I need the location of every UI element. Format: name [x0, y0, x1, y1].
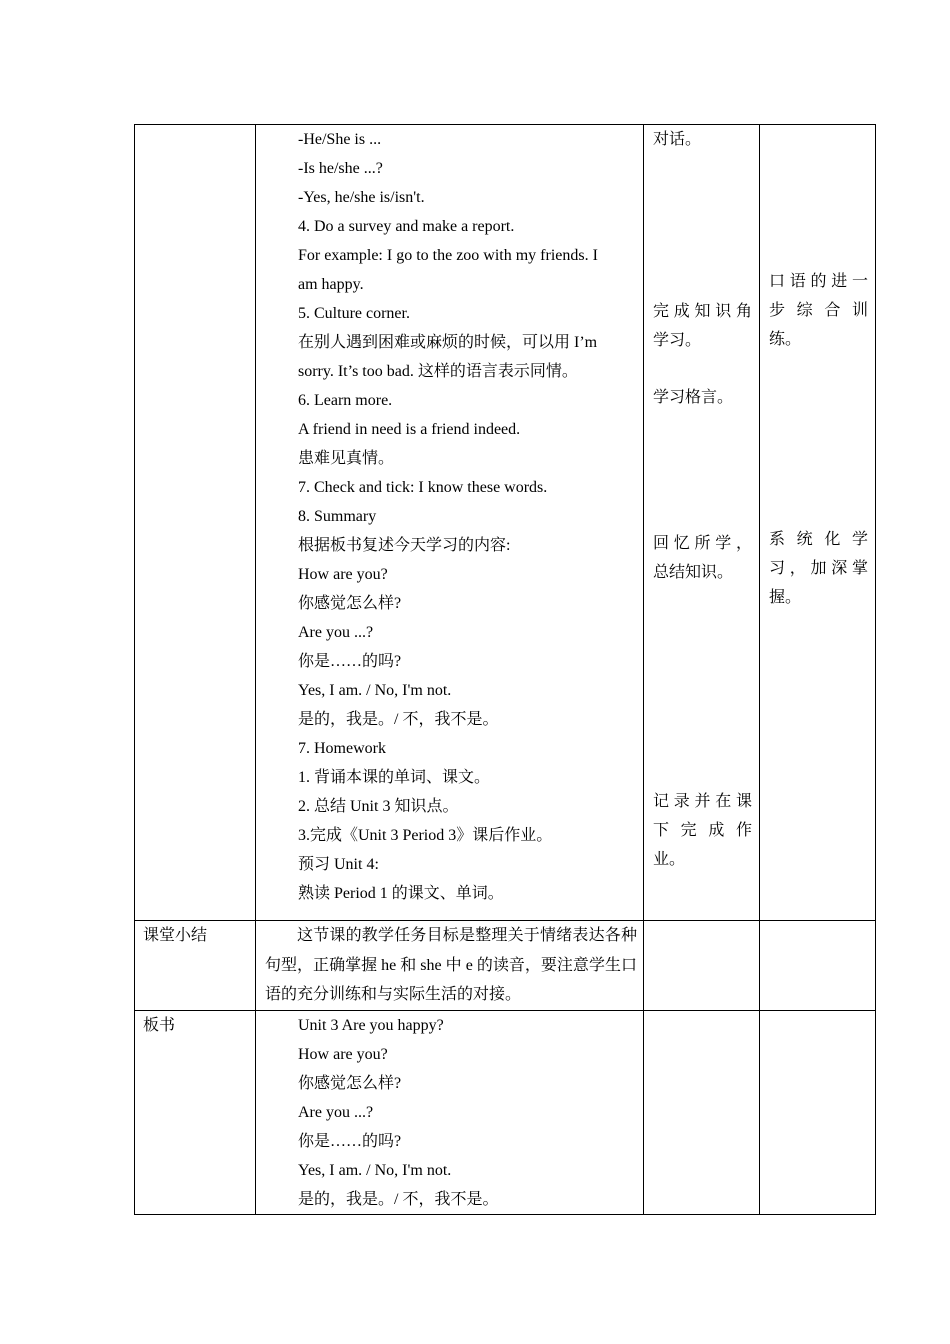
summary-text: 这节课的教学任务目标是整理关于情绪表达各种句型，正确掌握 he 和 she 中 e 的读音，要注意学生口语的充分训练和与实际生活的对接。: [265, 927, 637, 1003]
content-line: 8. Summary: [298, 508, 377, 525]
board-content-cell: [256, 1010, 644, 1214]
board-line: How are you?: [298, 1045, 388, 1063]
board-line: 你是……的吗?: [298, 1132, 402, 1150]
content-line: am happy.: [298, 276, 364, 293]
table-row-board: [135, 1010, 876, 1214]
content-line: 7. Homework: [298, 740, 386, 757]
content-line: 在别人遇到困难或麻烦的时候，可以用 I’m: [298, 334, 598, 351]
content-line: 预习 Unit 4:: [298, 856, 379, 873]
content-line: -He/She is ...: [298, 131, 382, 148]
content-line: 根据板书复述今天学习的内容:: [298, 537, 511, 554]
summary-label: 课堂小结: [143, 927, 208, 944]
content-line: 5. Culture corner.: [298, 305, 410, 322]
note-motto: 学习格言。: [653, 389, 734, 406]
board-line: Yes, I am. / No, I'm not.: [298, 1161, 452, 1179]
note-culture: 完成知识角 学习。: [653, 303, 752, 349]
content-line: 你是……的吗?: [298, 653, 402, 670]
content-line: Are you ...?: [298, 624, 374, 641]
board-line: Are you ...?: [298, 1103, 374, 1121]
board-label-cell: [135, 1010, 256, 1214]
summary-empty-cell-3: [644, 921, 760, 1011]
content-line: -Is he/she ...?: [298, 160, 383, 177]
content-line: Yes, I am. / No, I'm not.: [298, 682, 452, 699]
content-line: 2. 总结 Unit 3 知识点。: [298, 798, 459, 815]
board-empty-cell-3: [644, 1010, 760, 1214]
content-line: sorry. It’s too bad. 这样的语言表示同情。: [298, 363, 578, 380]
content-lines: [256, 125, 643, 908]
content-line: How are you?: [298, 566, 388, 583]
table-row-summary: [135, 921, 876, 1011]
content-line: 6. Learn more.: [298, 392, 393, 409]
student-activity-cell: [644, 125, 760, 921]
lesson-plan-table: [134, 124, 876, 1215]
note-homework: 记录并在课 下完成作 业。: [653, 793, 752, 868]
content-line: 7. Check and tick: I know these words.: [298, 479, 548, 496]
content-line: 你感觉怎么样?: [298, 595, 402, 612]
board-line: Unit 3 Are you happy?: [298, 1016, 444, 1034]
stage-cell: [135, 125, 256, 921]
board-empty-cell-4: [760, 1010, 876, 1214]
note-summary: 回忆所学， 总结知识。: [653, 535, 752, 581]
table-row-procedure: [135, 125, 876, 921]
board-line: 你感觉怎么样?: [298, 1074, 402, 1092]
content-line: A friend in need is a friend indeed.: [298, 421, 521, 438]
board-line: 是的，我是。/ 不，我不是。: [298, 1190, 499, 1208]
content-line: For example: I go to the zoo with my friends. I: [298, 247, 598, 264]
note-systematic: 系统化学 习，加深掌 握。: [769, 531, 868, 606]
summary-empty-cell-4: [760, 921, 876, 1011]
content-line: 熟读 Period 1 的课文、单词。: [298, 885, 504, 902]
content-line: 是的，我是。/ 不，我不是。: [298, 711, 499, 728]
content-line: 1. 背诵本课的单词、课文。: [298, 769, 491, 786]
summary-text-cell: [256, 921, 644, 1011]
board-label: 板书: [143, 1016, 176, 1034]
content-line: 4. Do a survey and make a report.: [298, 218, 515, 235]
content-line: 患难见真情。: [298, 450, 395, 467]
note-dialogue: 对话。: [653, 131, 702, 148]
content-cell: [256, 125, 644, 921]
summary-label-cell: [135, 921, 256, 1011]
board-lines: [256, 1011, 643, 1214]
design-intent-cell: [760, 125, 876, 921]
note-oral-practice: 口语的进一 步综合训 练。: [769, 273, 868, 348]
content-line: -Yes, he/she is/isn't.: [298, 189, 425, 206]
content-line: 3.完成《Unit 3 Period 3》课后作业。: [298, 827, 553, 844]
